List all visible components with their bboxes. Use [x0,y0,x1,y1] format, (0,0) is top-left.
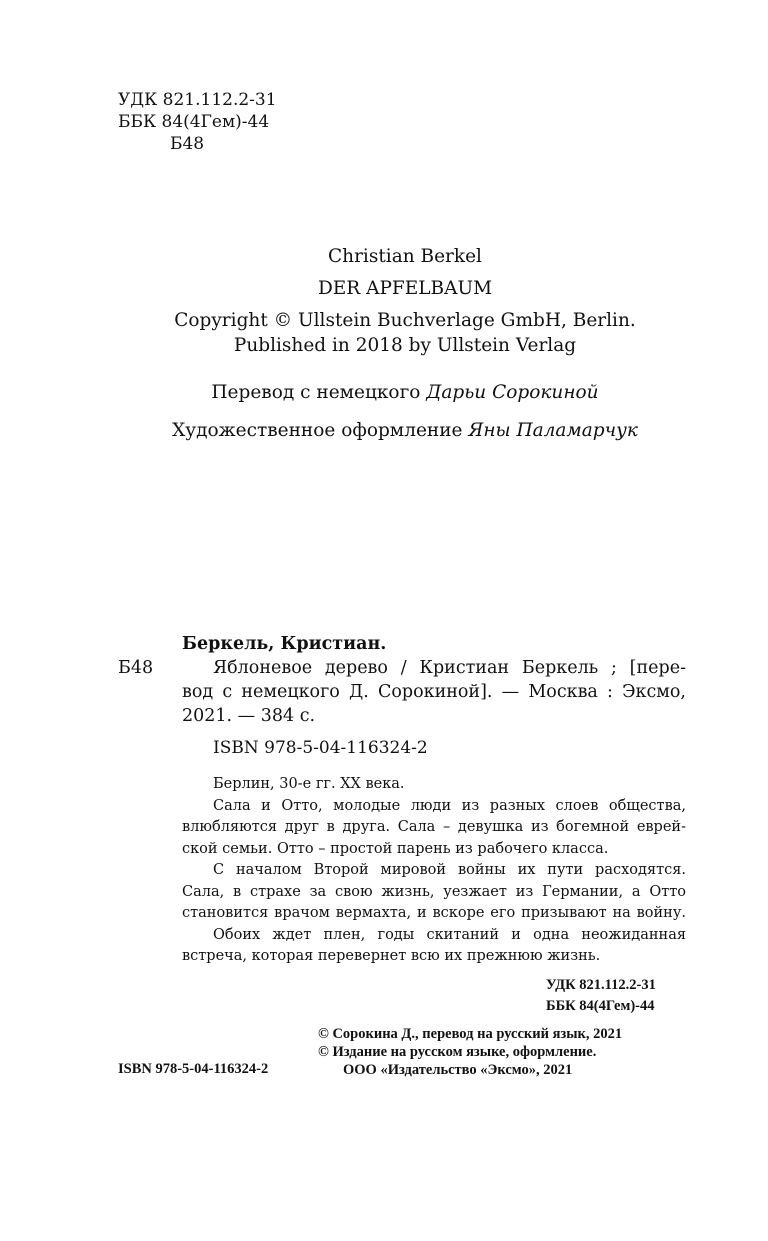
original-copyright: Copyright © Ullstein Buchverlage GmbH, Berlin. [174,310,636,331]
code-top: Б48 [170,134,205,154]
copyright-line: © Издание на русском языке, оформление. [318,1044,597,1060]
translator-name: Дарьи Сорокиной [426,382,599,403]
isbn-bottom: ISBN 978-5-04-116324-2 [118,1061,269,1077]
design-prefix: Художественное оформление [172,420,469,441]
catalog-entry-line: 2021. — 384 с. [182,706,316,726]
catalog-entry-line: вод с немецкого Д. Сорокиной]. — Москва : Эксмо, [182,682,686,702]
catalog-code: Б48 [118,658,154,678]
translation-credit [0,380,768,406]
annotation-line: влюбляются друг в друга. Сала – девушка из богемной еврей- [182,819,686,835]
annotation-line: С началом Второй мировой войны их пути расходятся. [213,862,686,878]
original-author: Christian Berkel [328,246,482,267]
annotation-line: Обоих ждет плен, годы скитаний и одна неожиданная [213,926,686,943]
udk-top: УДК 821.112.2-31 [118,90,277,110]
annotation-line: становится врачом вермахта, и вскоре его призывают на войну. [182,905,686,921]
catalog-heading: Беркель, Кристиан. [182,634,387,654]
copyright-line: ООО «Издательство «Эксмо», 2021 [343,1062,573,1078]
original-published: Published in 2018 by Ullstein Verlag [233,335,577,356]
original-title: DER APFELBAUM [317,278,493,299]
annotation-line: Берлин, 30-е гг. XX века. [213,776,405,792]
catalog-entry-line: Яблоневое дерево / Кристиан Беркель ; [пере- [213,658,686,678]
udk-bottom: УДК 821.112.2-31 [546,977,656,993]
copyright-line: © Сорокина Д., перевод на русский язык, 2021 [318,1026,623,1042]
annotation-line: ской семьи. Отто – простой парень из рабочего класса. [182,840,609,857]
annotation-line: Сала, в страхе за свою жизнь, уезжает из Германии, а Отто [182,883,686,900]
annotation-line: Сала и Отто, молодые люди из разных слоев общества, [213,797,686,814]
translation-prefix: Перевод с немецкого [211,382,427,403]
bbk-bottom: ББК 84(4Гем)-44 [546,998,655,1014]
annotation-line: встреча, которая перевернет всю их прежнюю жизнь. [182,948,601,964]
catalog-isbn: ISBN 978-5-04-116324-2 [213,738,428,758]
designer-name: Яны Паламарчук [468,420,638,441]
bbk-top: ББК 84(4Гем)-44 [118,112,270,132]
design-credit [0,418,768,444]
